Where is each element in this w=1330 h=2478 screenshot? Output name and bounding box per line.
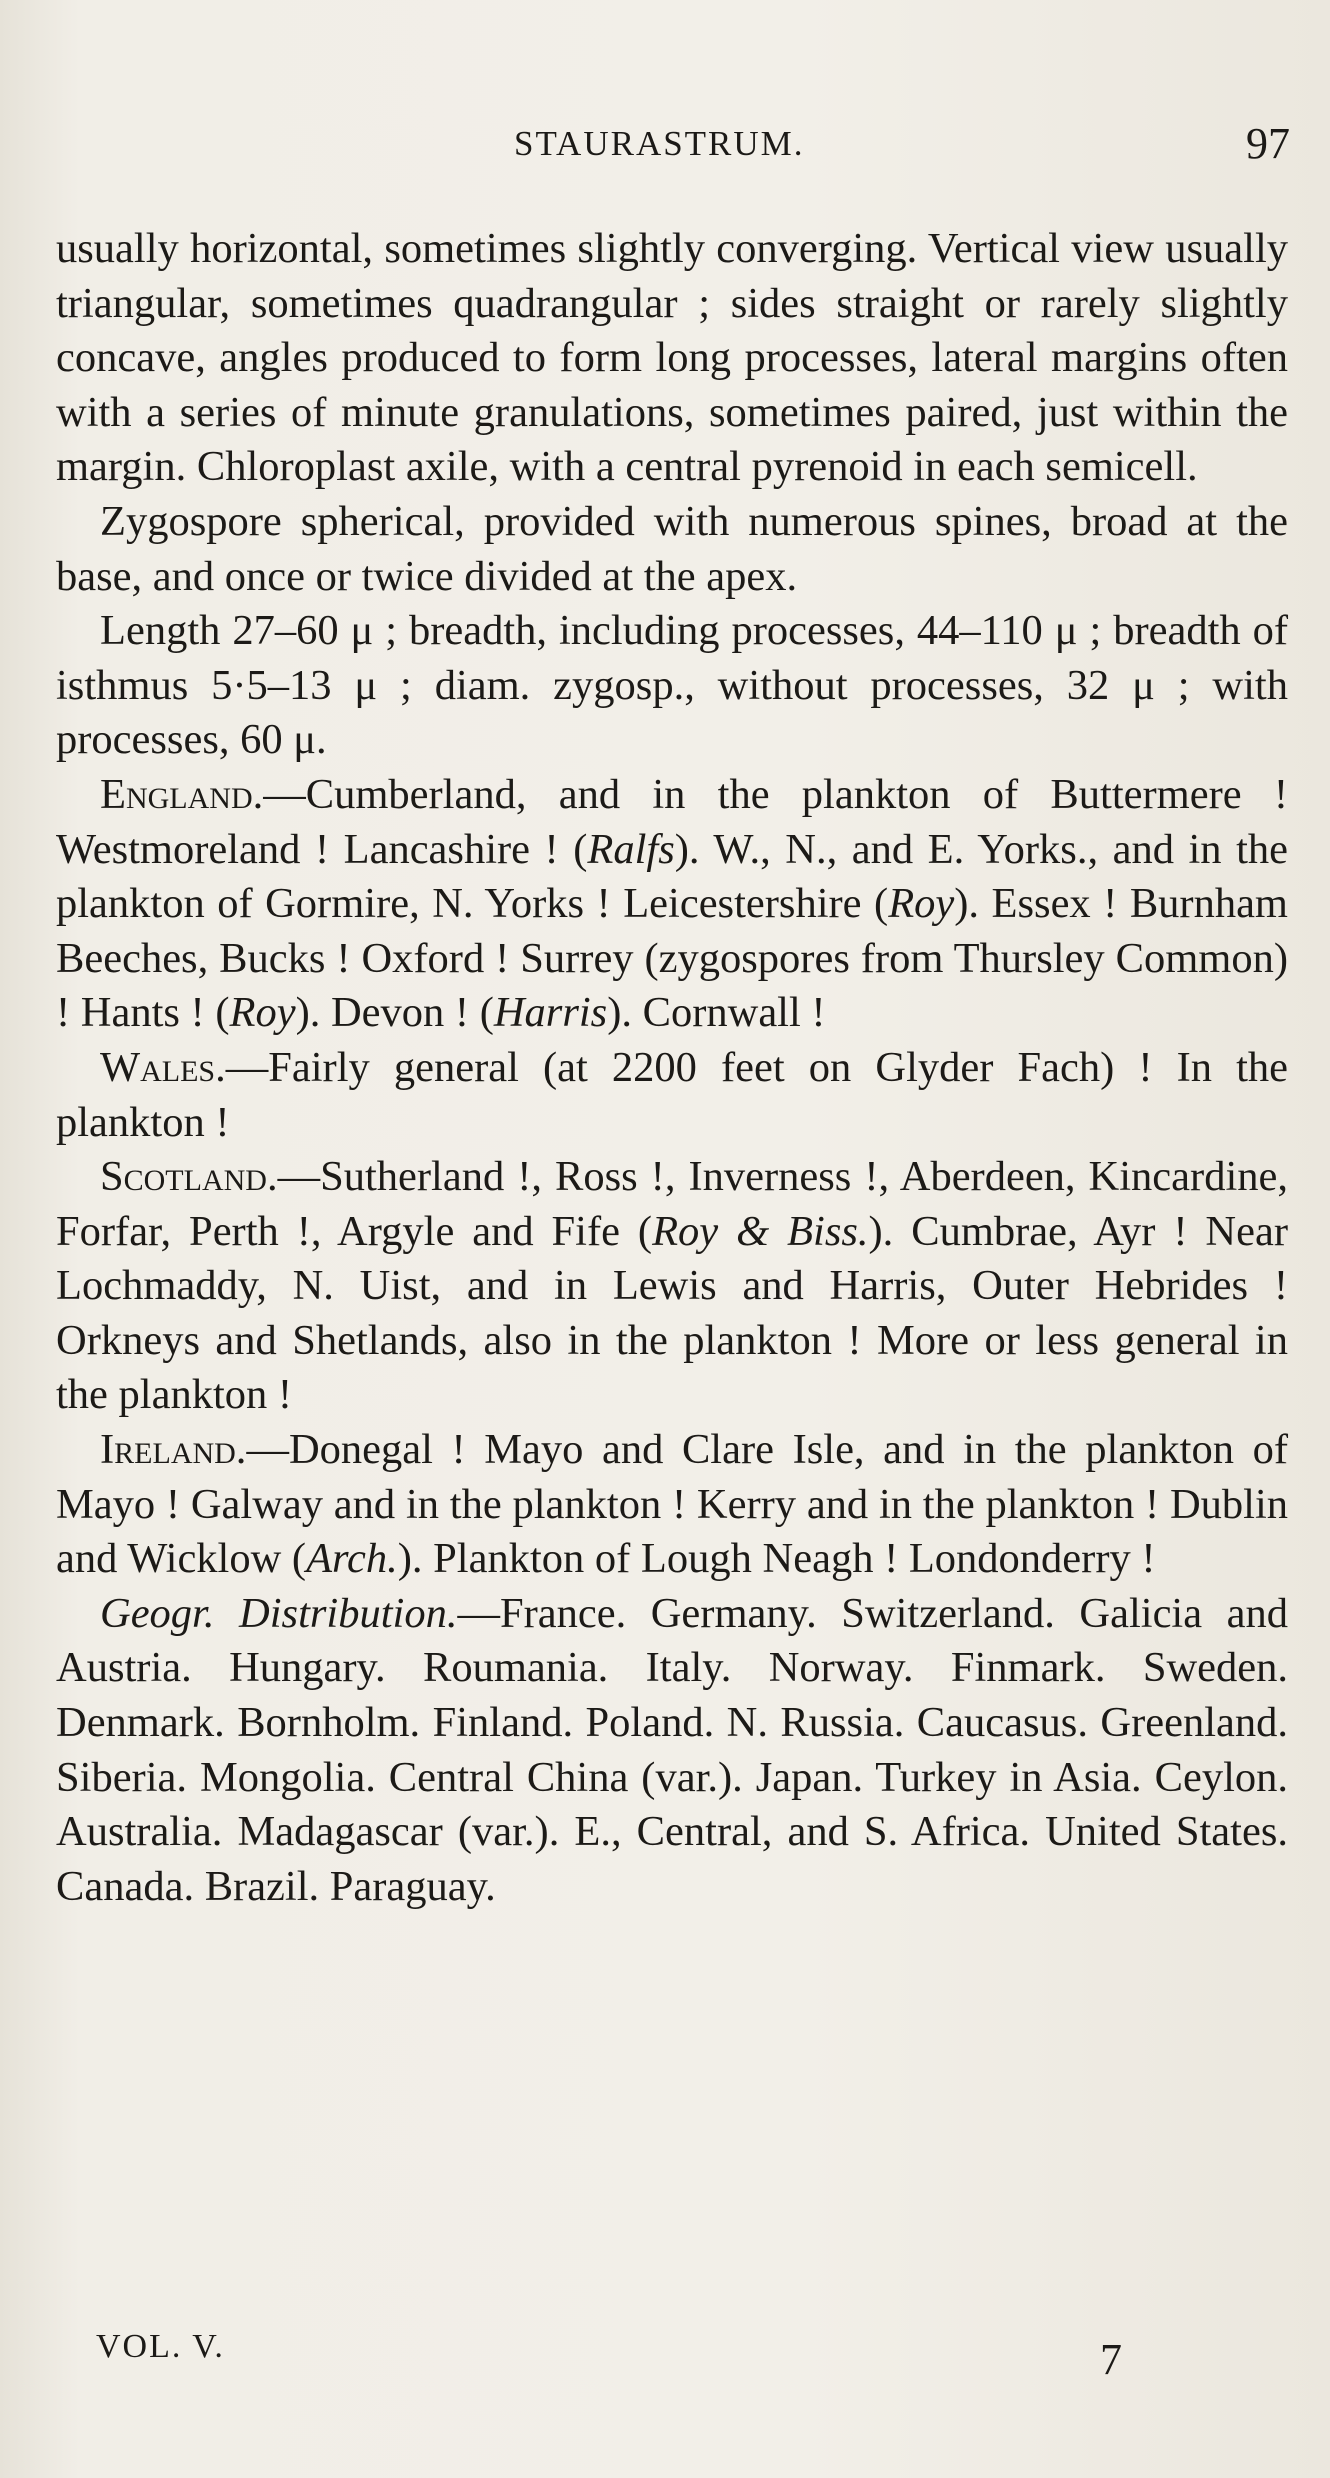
italic-text: Arch. xyxy=(306,1535,398,1583)
running-title: STAURASTRUM. xyxy=(514,124,805,163)
page-number: 97 xyxy=(1246,119,1290,168)
paragraph xyxy=(56,604,1288,768)
signature-mark: 7 xyxy=(1100,2335,1122,2384)
text-segment: ). Devon ! ( xyxy=(295,989,494,1037)
text-segment: ). Cornwall ! xyxy=(607,989,826,1037)
region-heading: Scotland. xyxy=(100,1153,278,1201)
text-segment: —France. Germany. Switzerland. Galicia and Austria. Hungary. Roumania. Italy. Norway. Finmark. Sweden. Denmark. Bornholm. Finland. Poland. N. Russia. Caucasus. Greenland. Siberia. Mongolia. Central China (var.). Japan. Turkey in Asia. Ceylon. Australia. Madagascar (var.). E., Central, and S. Africa. United States. Canada. Brazil. Paraguay. xyxy=(56,1589,1288,1910)
text-segment: ). Essex ! Burnham Beeches, Bucks ! Oxford ! Surrey (zygospores from Thursley Common) ! Hants ! ( xyxy=(56,880,1288,1037)
italic-text: Roy xyxy=(229,989,296,1037)
region-heading: Ireland. xyxy=(100,1426,247,1474)
text-segment: ). Plankton of Lough Neagh ! Londonderry ! xyxy=(397,1535,1156,1583)
text-segment: —Cumberland, and in the plankton of Buttermere ! Westmoreland ! Lancashire ! ( xyxy=(56,770,1288,873)
text-segment: Length 27–60 μ ; breadth, including processes, 44–110 μ ; breadth of isthmus 5·5–13 μ ; diam. zygosp., without processes, 32 μ ; with processes, 60 μ. xyxy=(56,607,1288,764)
paragraph xyxy=(56,1423,1288,1587)
paragraph xyxy=(56,495,1288,604)
paragraph xyxy=(56,1150,1288,1423)
text-segment: —Donegal ! Mayo and Clare Isle, and in the plankton of Mayo ! Galway and in the plankton ! Kerry and in the plankton ! Dublin and Wicklow ( xyxy=(56,1426,1288,1583)
text-segment: ). W., N., and E. Yorks., and in the plankton of Gormire, N. Yorks ! Leicestershire ( xyxy=(56,825,1288,928)
italic-text: Geogr. Distribution. xyxy=(100,1589,458,1637)
paragraph xyxy=(56,222,1288,495)
text-segment: Zygospore spherical, provided with numerous spines, broad at the base, and once or twice divided at the apex. xyxy=(56,497,1288,600)
italic-text: Roy xyxy=(888,880,955,928)
region-heading: England. xyxy=(100,770,264,818)
page-header xyxy=(0,118,1290,178)
text-segment: usually horizontal, sometimes slightly converging. Vertical view usually triangular, sometimes quadrangular ; sides straight or rarely slightly concave, angles produced to form long processes, lateral margins often with a series of minute granulations, sometimes paired, just within the margin. Chloroplast axile, with a central pyrenoid in each semicell. xyxy=(56,225,1288,491)
volume-label: VOL. V. xyxy=(96,2328,225,2365)
italic-text: Harris xyxy=(493,989,608,1037)
paragraph xyxy=(56,768,1288,1041)
body-text xyxy=(56,222,1288,1914)
paragraph xyxy=(56,1587,1288,1915)
page-footer xyxy=(0,2328,1330,2398)
text-segment: ). Cumbrae, Ayr ! Near Lochmaddy, N. Uist, and in Lewis and Harris, Outer Hebrides ! Orkneys and Shetlands, also in the plankton ! More or less general in the plankton ! xyxy=(56,1207,1288,1419)
text-segment: —Sutherland !, Ross !, Inverness !, Aberdeen, Kincardine, Forfar, Perth !, Argyle and Fife ( xyxy=(56,1153,1288,1255)
region-heading: Wales. xyxy=(100,1043,226,1091)
italic-text: Ralfs xyxy=(587,825,675,873)
text-segment: —Fairly general (at 2200 feet on Glyder Fach) ! In the plankton ! xyxy=(56,1043,1288,1146)
italic-text: Roy & Biss. xyxy=(652,1207,869,1255)
paragraph xyxy=(56,1041,1288,1150)
